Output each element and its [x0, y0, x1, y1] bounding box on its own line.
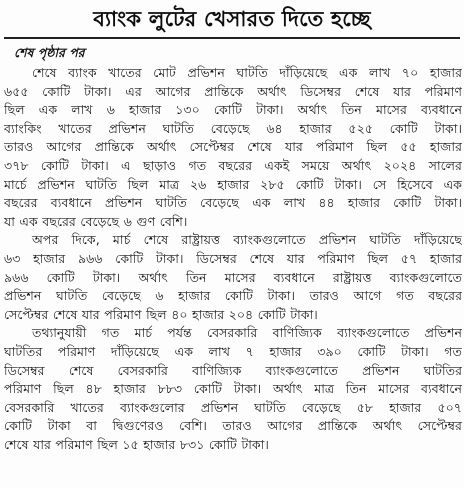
article-paragraph [4, 324, 462, 454]
article-line: ৩৭৮ কোটি টাকা। এ ছাড়াও গত বছরের একই সময়ে অর্থাৎ ২০২৪ সালের [4, 157, 462, 173]
article-paragraph [4, 64, 462, 231]
article-line: ৯৬৬ কোটি টাকা। অর্থাৎ তিন মাসের ব্যবধানে রাষ্ট্রায়ত্ত ব্যাংকগুলোতে [4, 269, 462, 285]
article-paragraph [4, 231, 462, 324]
article-line: শেষে ব্যাংক খাতের মোট প্রভিশন ঘাটতি দাঁড়িয়েছে এক লাখ ৭০ হাজার [32, 65, 462, 80]
article-line: কোটি টাকা বা দ্বিগুণেরও বেশি। তারও আগের প্রান্তিকে অর্থাৎ সেপ্টেম্বর [4, 418, 462, 434]
article-line: ডিসেম্বর শেষে বেসরকারি বাণিজ্যিক ব্যাংকগুলোতে প্রভিশন ঘাটতির [4, 362, 462, 378]
article-line: যা এক বছরের বেড়েছে ৬ গুণ বেশি। [4, 213, 188, 229]
article-line: ৬৩ হাজার ৯৬৬ কোটি টাকা। ডিসেম্বর শেষে যার পরিমাণ ছিল ৫৭ হাজার [4, 250, 462, 266]
article-line: ঘাটতির পরিমাণ দাঁড়িয়েছে এক লাখ ৭ হাজার ৩৯০ কোটি টাকা। গত [4, 343, 462, 359]
article-line: প্রভিশন ঘাটতি বেড়েছে ৬ হাজার কোটি টাকা। তারও আগে গত বছরের [4, 288, 462, 304]
article-line: ব্যাংকিং খাতের প্রভিশন ঘাটতি বেড়েছে ৬৪ হাজার ৫২৫ কোটি টাকা। [4, 120, 462, 136]
article-line: শেষে যার পরিমাণ ছিল ১৫ হাজার ৮৩১ কোটি টাকা। [4, 436, 269, 452]
article-line: তথ্যানুযায়ী গত মার্চ পর্যন্ত বেসরকারি বাণিজ্যিক ব্যাংকগুলোতে প্রভিশন [32, 325, 462, 341]
headline-divider [4, 37, 460, 39]
article-line: ৬৫৫ কোটি টাকা। এর আগের প্রান্তিকে অর্থাৎ ডিসেম্বর শেষে যার পরিমাণ [4, 83, 462, 99]
article-line: বেসরকারি খাতের ব্যাংকগুলোর প্রভিশন ঘাটতি বেড়েছে ৫৮ হাজার ৫০৭ [4, 399, 462, 415]
article-line: পরিমাণ ছিল ৪৮ হাজার ৮৮৩ কোটি টাকা। অর্থাৎ মাত্র তিন মাসের ব্যবধানে [4, 381, 462, 397]
article-body [4, 64, 462, 454]
article-line: মার্চে প্রভিশন ঘাটতি ছিল মাত্র ২৬ হাজার ২৮৫ কোটি টাকা। সে হিসেবে এক [4, 176, 462, 192]
article-line: সেপ্টেম্বর শেষে যার পরিমাণ ছিল ৪০ হাজার ২০৪ কোটি টাকা। [4, 306, 318, 322]
article-line: অপর দিকে, মার্চ শেষে রাষ্ট্রায়ত্ত ব্যাংকগুলোতে প্রভিশন ঘাটতি দাঁড়িয়েছে [32, 232, 462, 248]
headline: ব্যাংক লুটের খেসারত দিতে হচ্ছে [93, 7, 371, 31]
article-line: তারও আগের প্রান্তিকে অর্থাৎ সেপ্টেম্বর শেষে যার পরিমাণ ছিল ৫৫ হাজার [4, 139, 462, 155]
continuation-kicker: শেষ পৃষ্ঠার পর [14, 45, 85, 60]
article-line: ছিল এক লাখ ৬ হাজার ১৩০ কোটি টাকা। অর্থাৎ তিন মাসের ব্যবধানে [4, 102, 462, 118]
article-line: বছরের ব্যবধানে প্রভিশন ঘাটতি বেড়েছে এক লাখ ৪৪ হাজার কোটি টাকা। [4, 195, 462, 211]
